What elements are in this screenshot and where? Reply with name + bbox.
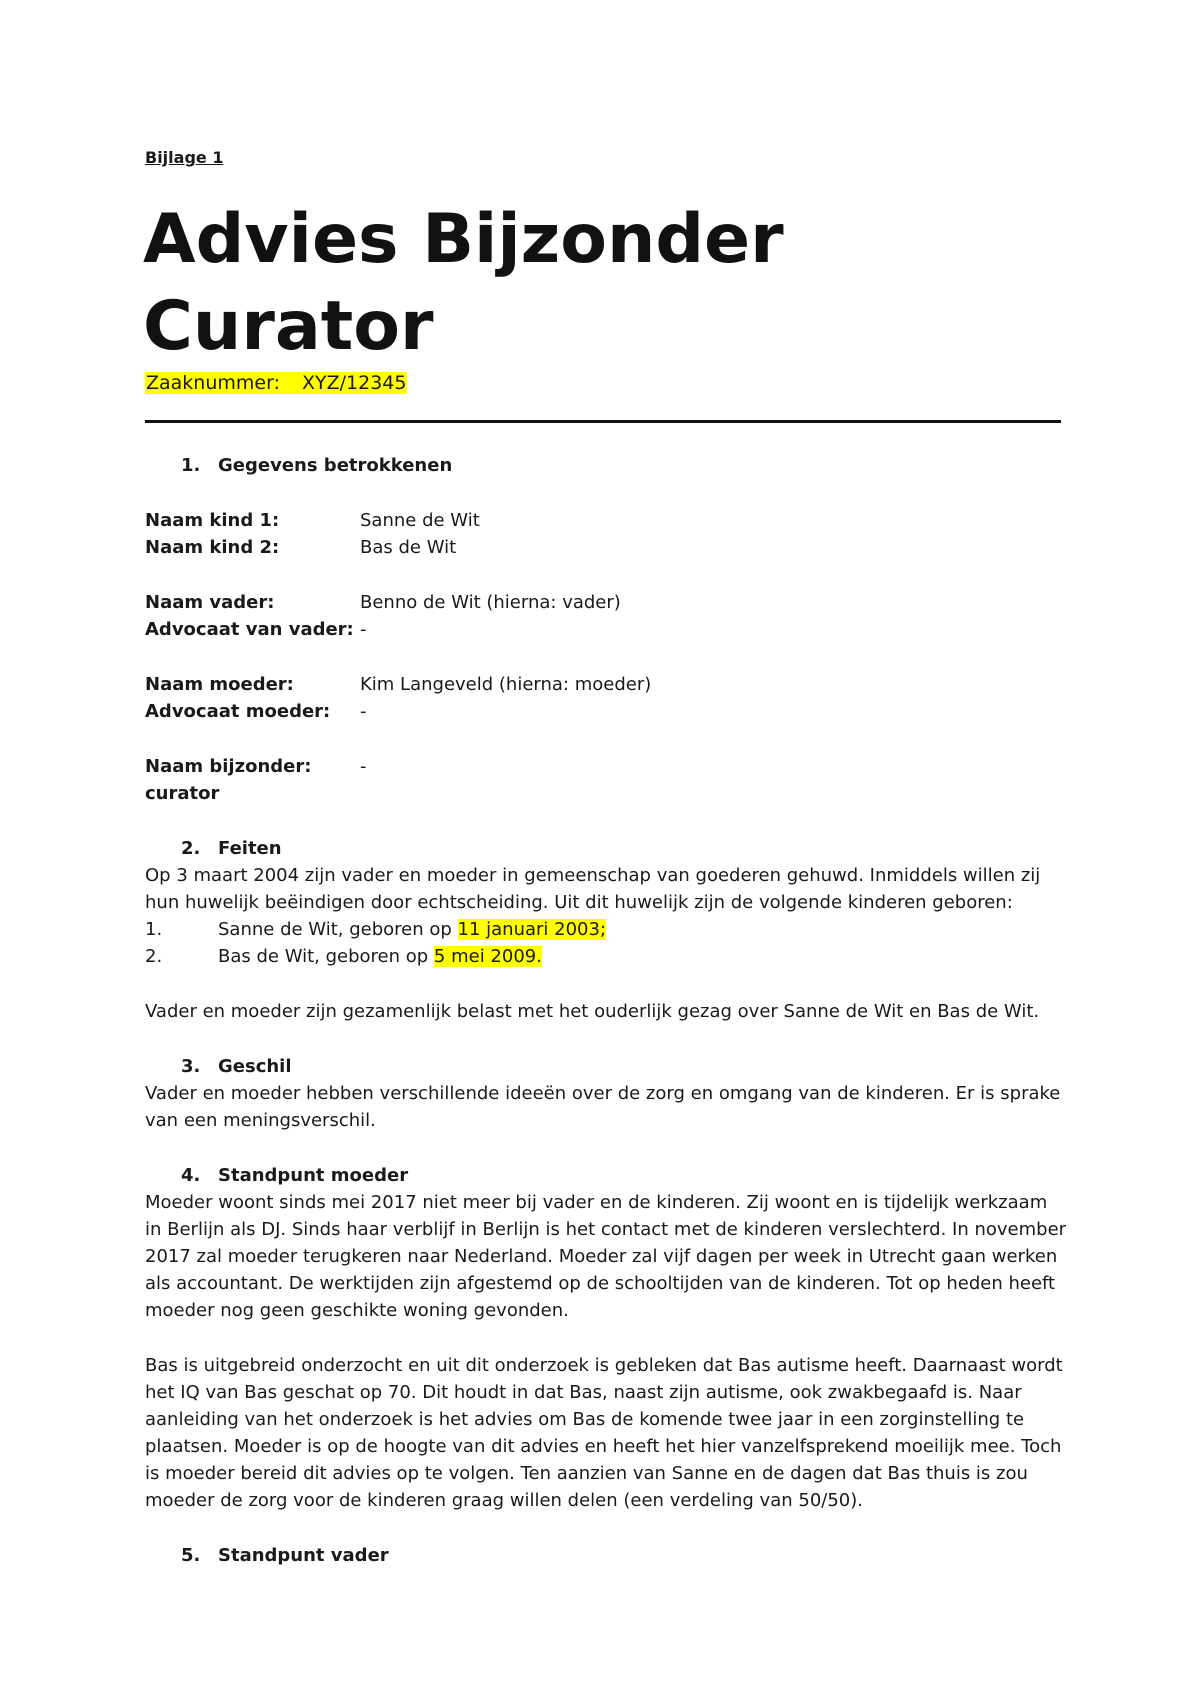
paragraph-line: Moeder woont sinds mei 2017 niet meer bij vader en de kinderen. Zij woont en is tijdelijk werkzaam — [145, 1192, 1048, 1213]
row-value: Bas de Wit — [360, 537, 457, 558]
row-label: Advocaat moeder: — [145, 701, 331, 722]
section-5-title: Standpunt vader — [218, 1545, 389, 1566]
header-divider — [145, 420, 1061, 423]
paragraph-line: is moeder bereid dit advies op te volgen. Ten aanzien van Sanne en de dagen dat Bas thuis is zou — [145, 1463, 1028, 1484]
highlighted-date: 11 januari 2003; — [457, 919, 607, 940]
highlighted-date: 5 mei 2009. — [433, 946, 542, 967]
paragraph-line: moeder nog geen geschikte woning gevonden. — [145, 1300, 569, 1321]
section-1-number: 1. — [181, 455, 201, 476]
row-label-continued: curator — [145, 783, 220, 804]
list-number: 2. — [145, 946, 163, 967]
zaaknummer-value: XYZ/12345 — [301, 372, 407, 394]
section-3-title: Geschil — [218, 1056, 292, 1077]
row-value: - — [360, 756, 367, 777]
list-item-text: Sanne de Wit, geboren op — [218, 919, 458, 940]
row-label: Naam moeder: — [145, 674, 294, 695]
row-value: Benno de Wit (hierna: vader) — [360, 592, 621, 613]
section-2-title: Feiten — [218, 838, 282, 859]
row-value: Sanne de Wit — [360, 510, 480, 531]
paragraph-line: Op 3 maart 2004 zijn vader en moeder in gemeenschap van goederen gehuwd. Inmiddels willen zij — [145, 865, 1041, 886]
row-label: Naam kind 2: — [145, 537, 280, 558]
paragraph-line: het IQ van Bas geschat op 70. Dit houdt in dat Bas, naast zijn autisme, ook zwakbegaafd is. Naar — [145, 1382, 1022, 1403]
paragraph-line: in Berlijn als DJ. Sinds haar verblijf in Berlijn is het contact met de kinderen verslechterd. In november — [145, 1219, 1067, 1240]
paragraph-line: als accountant. De werktijden zijn afgestemd op de schooltijden van de kinderen. Tot op heden heeft — [145, 1273, 1056, 1294]
row-value: Kim Langeveld (hierna: moeder) — [360, 674, 652, 695]
section-4-number: 4. — [181, 1165, 201, 1186]
list-item-text: Bas de Wit, geboren op — [218, 946, 434, 967]
bijlage-label: Bijlage 1 — [145, 148, 224, 167]
paragraph-line: Vader en moeder zijn gezamenlijk belast met het ouderlijk gezag over Sanne de Wit en Bas de Wit. — [145, 1001, 1040, 1022]
paragraph-line: Bas is uitgebreid onderzocht en uit dit onderzoek is gebleken dat Bas autisme heeft. Daarnaast wordt — [145, 1355, 1063, 1376]
row-value: - — [360, 701, 367, 722]
paragraph-line: aanleiding van het onderzoek is het advies om Bas de komende twee jaar in een zorginstelling te — [145, 1409, 1025, 1430]
paragraph-line: van een meningsverschil. — [145, 1110, 376, 1131]
row-label: Naam bijzonder: — [145, 756, 312, 777]
zaaknummer — [145, 372, 407, 394]
paragraph-line: Vader en moeder hebben verschillende ideeën over de zorg en omgang van de kinderen. Er is sprake — [145, 1083, 1061, 1104]
section-4-title: Standpunt moeder — [218, 1165, 409, 1186]
paragraph-line: moeder de zorg voor de kinderen graag willen delen (een verdeling van 50/50). — [145, 1490, 863, 1511]
paragraph-line: hun huwelijk beëindigen door echtscheiding. Uit dit huwelijk zijn de volgende kinderen geboren: — [145, 892, 1013, 913]
row-label: Advocaat van vader: — [145, 619, 354, 640]
zaaknummer-label: Zaaknummer: — [146, 372, 280, 394]
row-label: Naam vader: — [145, 592, 275, 613]
paragraph-line: plaatsen. Moeder is op de hoogte van dit advies en heeft het hier vanzelfsprekend moeilijk mee. Toch — [145, 1436, 1062, 1457]
page-title-line-1: Advies Bijzonder — [143, 200, 784, 279]
page-title-line-2: Curator — [143, 287, 434, 366]
section-3-number: 3. — [181, 1056, 201, 1077]
list-item — [218, 946, 542, 967]
section-1-title: Gegevens betrokkenen — [218, 455, 453, 476]
paragraph-line: 2017 zal moeder terugkeren naar Nederland. Moeder zal vijf dagen per week in Utrecht gaan werken — [145, 1246, 1058, 1267]
list-item — [218, 919, 606, 940]
section-5-number: 5. — [181, 1545, 201, 1566]
row-label: Naam kind 1: — [145, 510, 280, 531]
row-value: - — [360, 619, 367, 640]
list-number: 1. — [145, 919, 163, 940]
section-2-number: 2. — [181, 838, 201, 859]
